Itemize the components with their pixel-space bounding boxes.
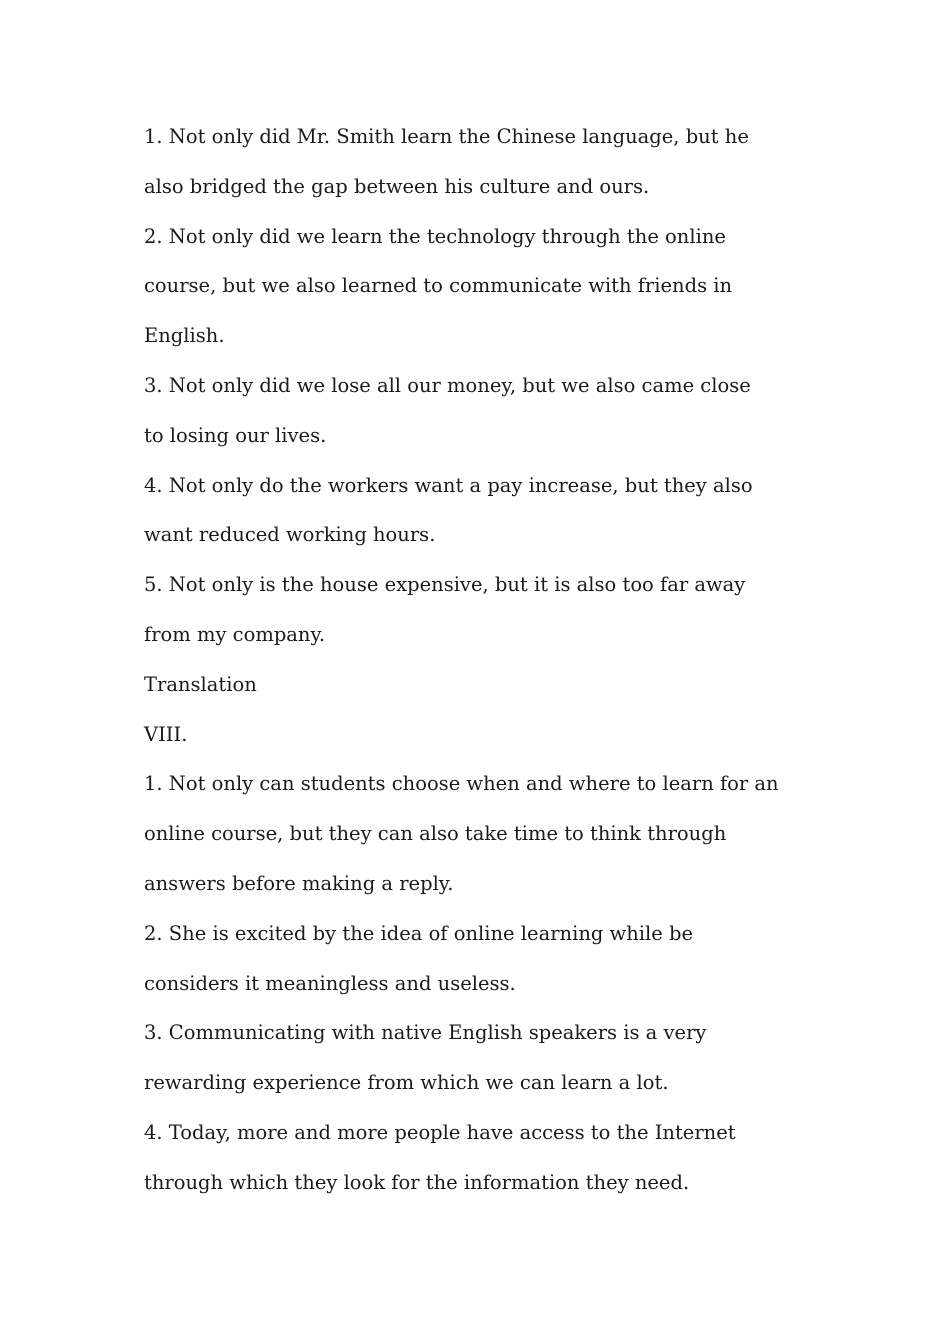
text-line: 4. Today, more and more people have access to the Internet xyxy=(144,1120,736,1144)
text-line: 5. Not only is the house expensive, but it is also too far away xyxy=(144,573,746,597)
document-body xyxy=(144,112,810,1208)
text-line: course, but we also learned to communicate with friends in xyxy=(144,274,733,298)
text-line: 4. Not only do the workers want a pay increase, but they also xyxy=(144,473,753,497)
text-line: considers it meaningless and useless. xyxy=(144,971,516,995)
text-line: also bridged the gap between his culture and ours. xyxy=(144,174,650,198)
text-line: online course, but they can also take time to think through xyxy=(144,822,727,846)
text-line: 2. She is excited by the idea of online learning while be xyxy=(144,921,694,945)
text-line: to losing our lives. xyxy=(144,423,327,447)
text-line: 2. Not only did we learn the technology through the online xyxy=(144,224,726,248)
text-line: English. xyxy=(144,324,225,348)
text-line: 3. Communicating with native English speakers is a very xyxy=(144,1021,707,1045)
section-heading: Translation xyxy=(144,672,257,696)
section-number: VIII. xyxy=(144,722,188,746)
text-line: through which they look for the information they need. xyxy=(144,1170,690,1194)
text-line: 1. Not only did Mr. Smith learn the Chinese language, but he xyxy=(144,125,749,148)
text-line: from my company. xyxy=(144,622,326,646)
text-line: 1. Not only can students choose when and where to learn for an xyxy=(144,772,779,796)
text-line: rewarding experience from which we can learn a lot. xyxy=(144,1071,669,1095)
text-line: answers before making a reply. xyxy=(144,871,454,895)
text-line: 3. Not only did we lose all our money, but we also came close xyxy=(144,373,751,397)
text-line: want reduced working hours. xyxy=(144,523,436,547)
